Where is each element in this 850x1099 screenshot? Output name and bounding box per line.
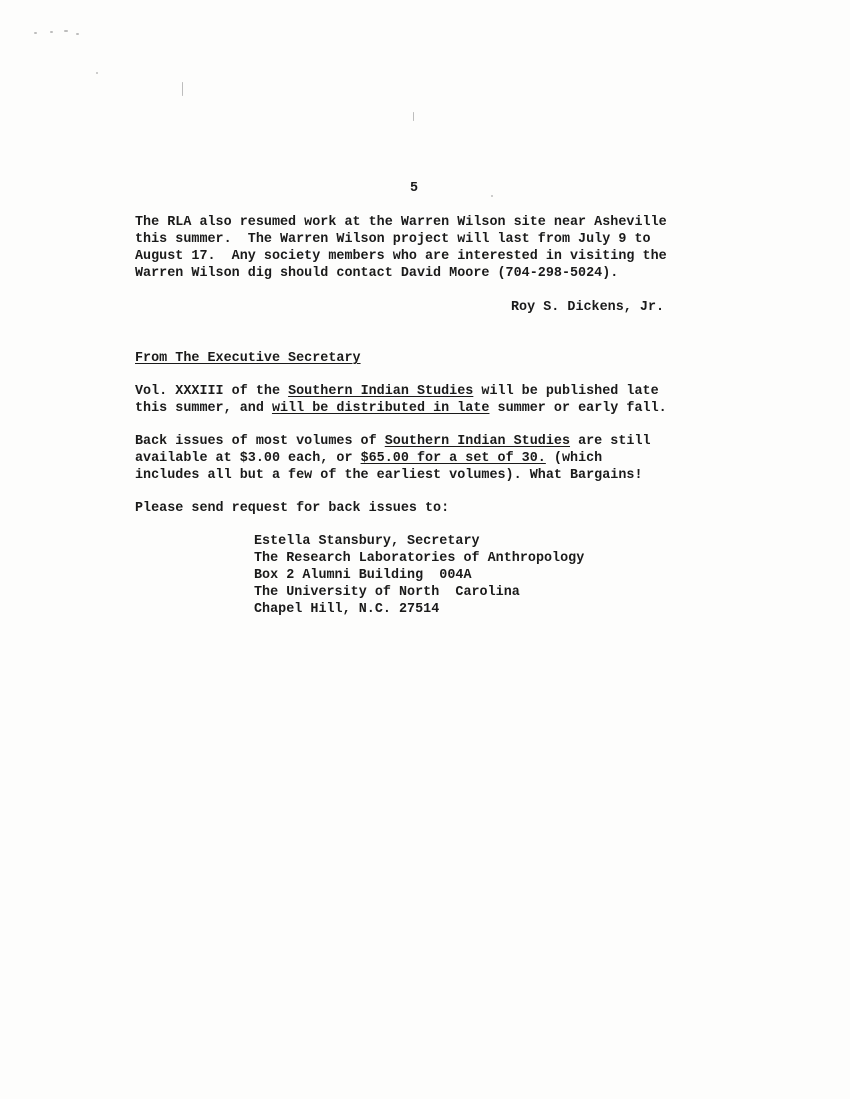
rla-paragraph-line: August 17. Any society members who are interested in visiting the bbox=[135, 249, 667, 264]
address-line: Estella Stansbury, Secretary bbox=[254, 534, 480, 549]
text-segment: will be published late bbox=[473, 384, 659, 399]
back-issues-line-3: includes all but a few of the earliest volumes). What Bargains! bbox=[135, 468, 643, 483]
publication-title: Southern Indian Studies bbox=[288, 384, 474, 399]
request-line: Please send request for back issues to: bbox=[135, 501, 450, 516]
signature: Roy S. Dickens, Jr. bbox=[511, 300, 665, 315]
vol-paragraph-line-2 bbox=[135, 400, 667, 417]
page-number: 5 bbox=[410, 181, 419, 196]
text-segment: available at $3.00 each, or bbox=[135, 451, 361, 466]
publication-title: Southern Indian Studies bbox=[384, 434, 571, 449]
rla-paragraph-line: this summer. The Warren Wilson project will last from July 9 to bbox=[135, 232, 651, 247]
address-line: Box 2 Alumni Building 004A bbox=[254, 568, 472, 583]
scan-speck bbox=[182, 82, 183, 96]
back-issues-line-2 bbox=[135, 450, 602, 467]
scan-speck bbox=[64, 30, 68, 32]
text-segment: Vol. XXXIII of the bbox=[135, 384, 289, 399]
address-line: The University of North Carolina bbox=[254, 585, 520, 600]
scan-speck bbox=[76, 33, 79, 35]
scan-speck bbox=[50, 31, 53, 33]
scan-speck bbox=[491, 195, 493, 197]
text-segment: this summer, and bbox=[135, 401, 272, 416]
back-issues-line-1 bbox=[135, 433, 651, 450]
section-heading: From The Executive Secretary bbox=[135, 351, 361, 366]
text-segment: Back issues of most volumes of bbox=[135, 434, 385, 449]
address-line: The Research Laboratories of Anthropology bbox=[254, 551, 585, 566]
underlined-text: $65.00 for a set of 30. bbox=[360, 451, 546, 466]
scan-speck bbox=[413, 112, 414, 121]
scan-speck bbox=[96, 72, 98, 74]
address-line: Chapel Hill, N.C. 27514 bbox=[254, 602, 440, 617]
text-segment: are still bbox=[570, 434, 651, 449]
text-segment: (which bbox=[545, 451, 603, 466]
rla-paragraph-line: The RLA also resumed work at the Warren Wilson site near Asheville bbox=[135, 215, 667, 230]
scan-speck bbox=[34, 32, 37, 34]
text-segment: summer or early fall. bbox=[489, 401, 667, 416]
rla-paragraph-line: Warren Wilson dig should contact David Moore (704-298-5024). bbox=[135, 266, 619, 281]
vol-paragraph-line-1 bbox=[135, 383, 659, 400]
underlined-text: will be distributed in late bbox=[271, 401, 490, 416]
